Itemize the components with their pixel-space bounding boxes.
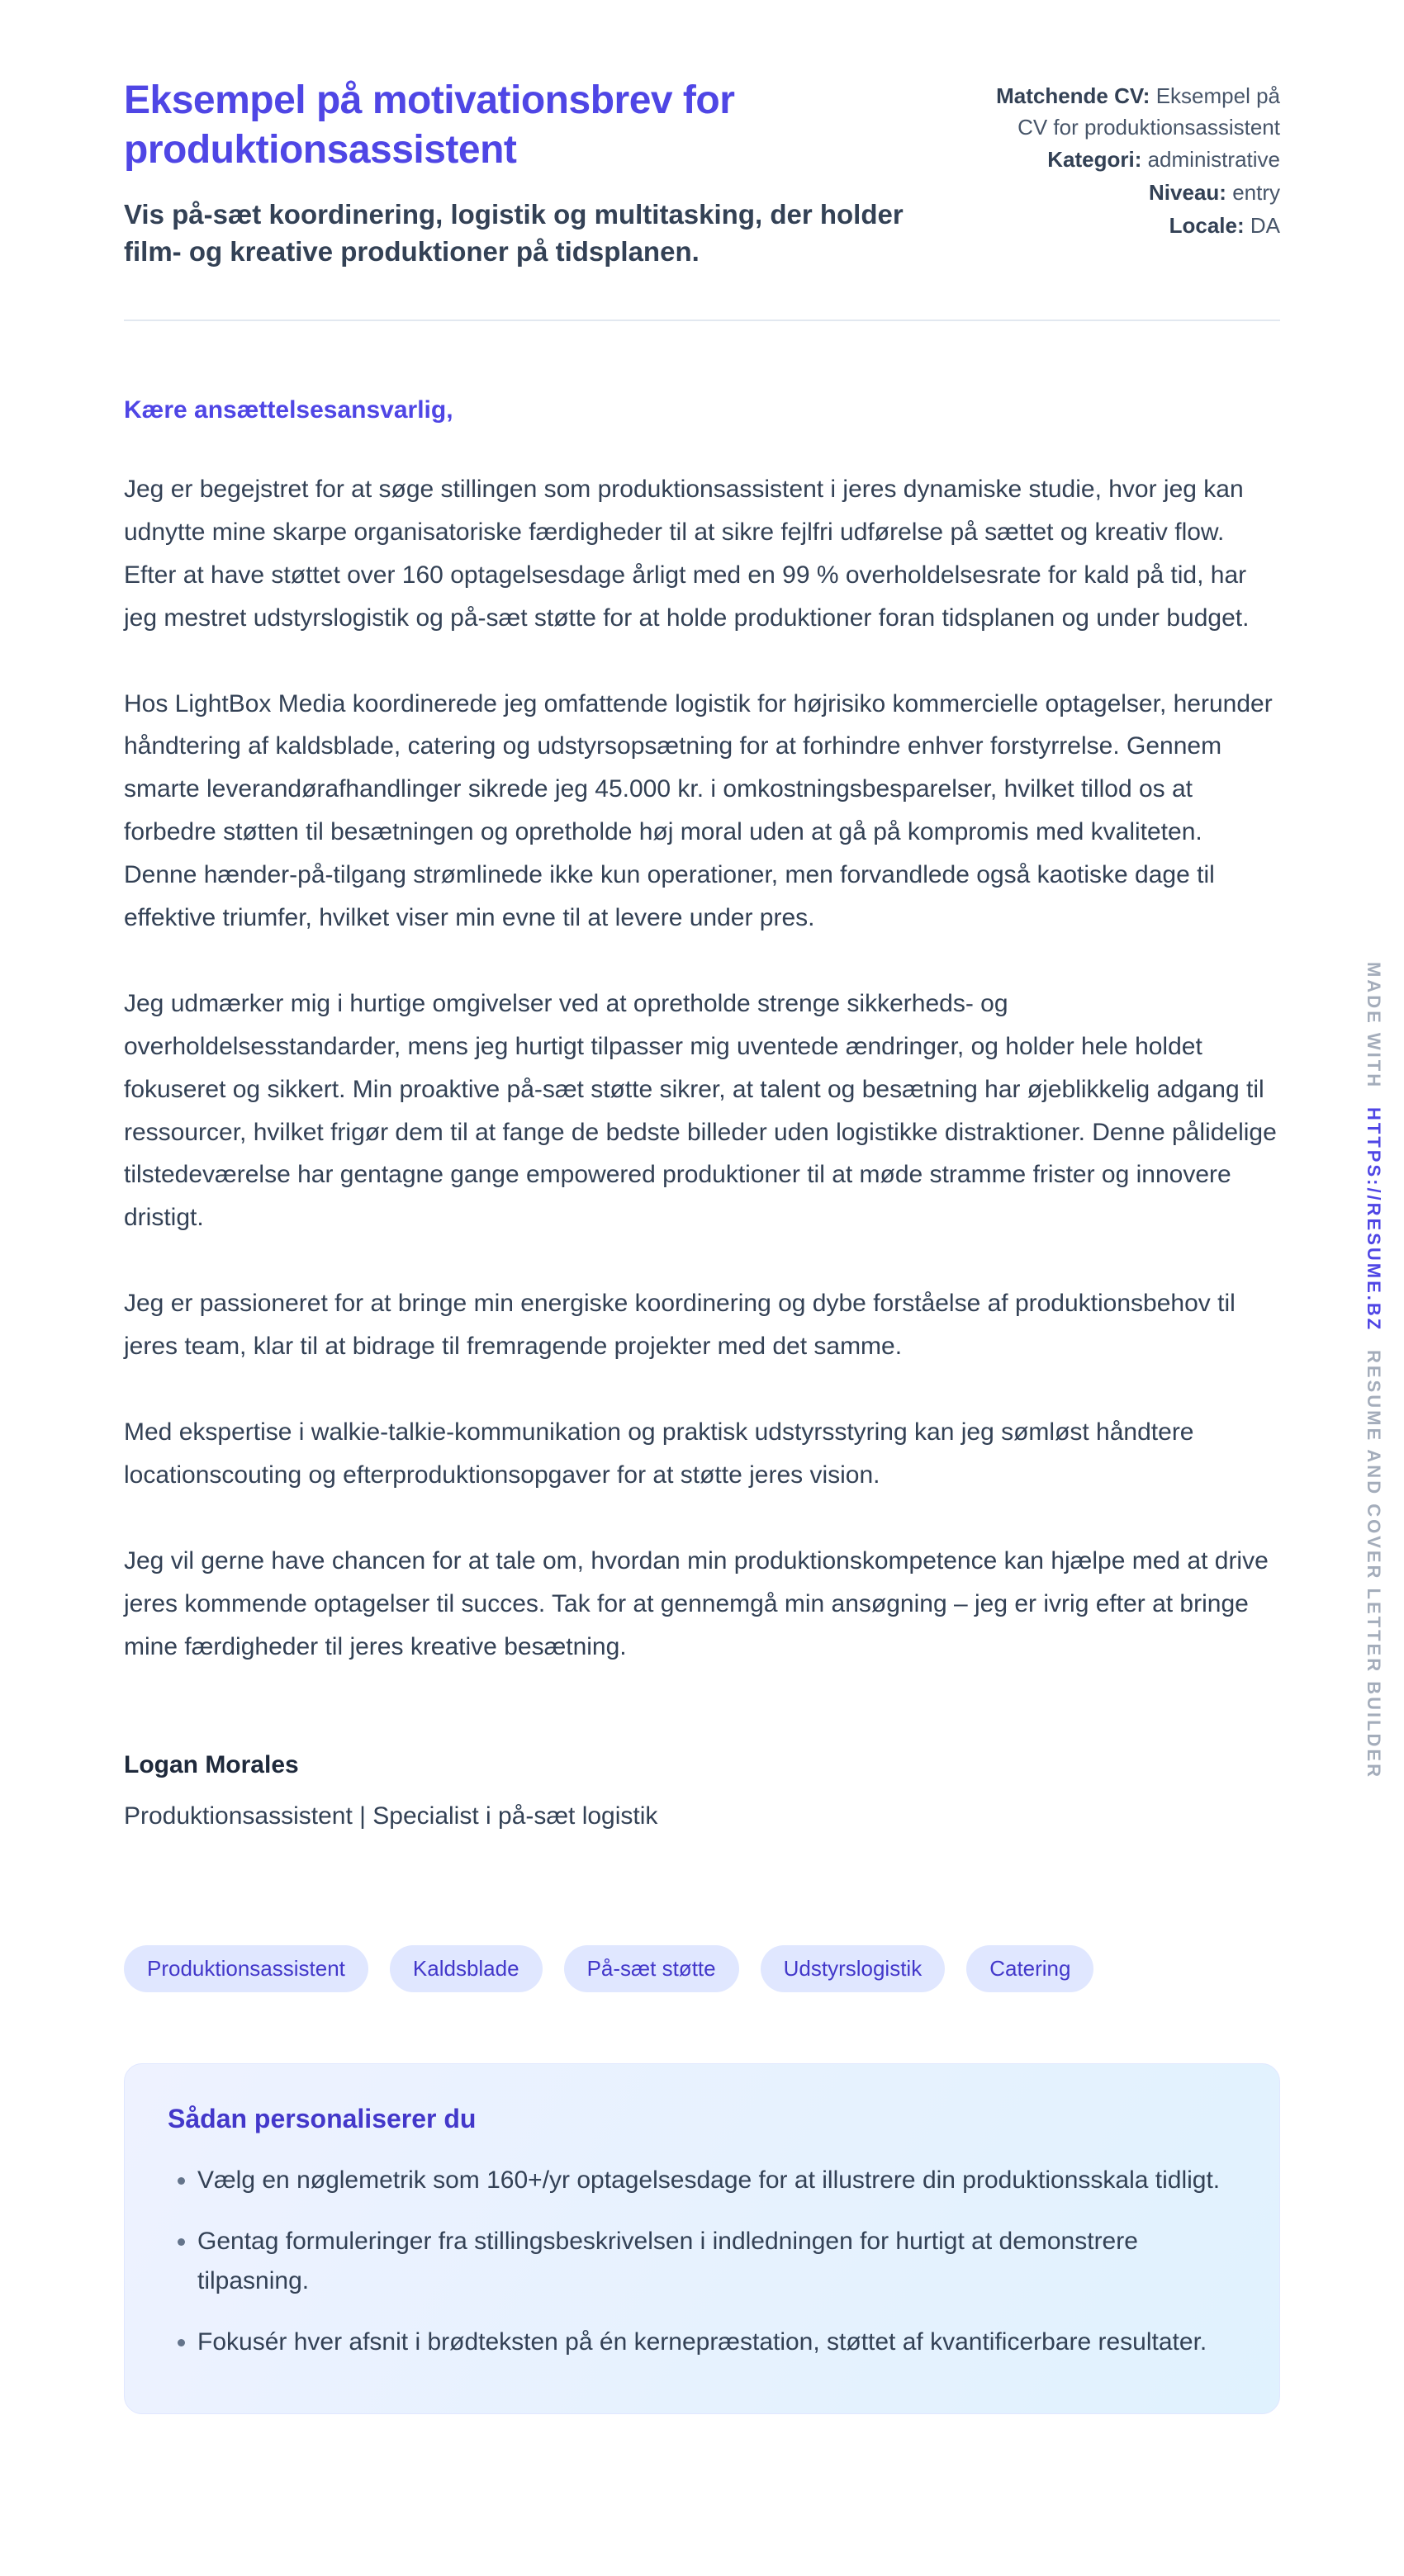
cover-letter-body — [124, 389, 1280, 1838]
page-content — [124, 0, 1280, 2485]
tag-list — [124, 1945, 1280, 1992]
watermark-builder-text: RESUME AND COVER LETTER BUILDER — [1364, 1350, 1384, 1780]
watermark-made-with-text: MADE WITH — [1364, 962, 1384, 1090]
meta-panel — [991, 76, 1280, 243]
letter-paragraph-3: Jeg udmærker mig i hurtige omgivelser ved at opretholde strenge sikkerheds- og overholdelsesstandarder, mens jeg hurtigt tilpasser mig uventede ændringer, og holder hele holdet fokuseret og sikkert. Min proaktive på-sæt støtte sikrer, at talent og besætning har øjeblikkelig adgang til ressourcer, hvilket frigør dem til at fange de bedste billeder uden logistikke distraktioner. Denne pålidelige tilstedeværelse har gentagne gange empowered produktioner til at møde stramme frister og innovere dristigt. — [124, 989, 1277, 1232]
tips-title: Sådan personaliserer du — [168, 2104, 477, 2134]
meta-level-value: entry — [1232, 180, 1280, 206]
signature-name: Logan Morales — [124, 1751, 299, 1779]
meta-matching-cv-value: Eksempel på CV for produktionsassistent — [1017, 83, 1280, 140]
meta-level-label: Niveau: — [1149, 180, 1226, 206]
tip-item-3: • Fokusér hver afsnit i brødteksten på én kernepræstation, støttet af kvantificerbare resultater. — [197, 2323, 1236, 2362]
page-header — [124, 76, 1280, 270]
page-title: Eksempel på motivationsbrev for produktionsassistent — [124, 78, 735, 172]
tag-produktionsassistent[interactable]: Produktionsassistent — [124, 1945, 368, 1992]
tip-item-2: • Gentag formuleringer fra stillingsbeskrivelsen i indledningen for hurtigt at demonstrere tilpasning. — [197, 2222, 1236, 2301]
meta-category-label: Kategori: — [1047, 147, 1142, 173]
meta-locale-label: Locale: — [1169, 212, 1245, 238]
letter-paragraph-1: Jeg er begejstret for at søge stillingen som produktionsassistent i jeres dynamiske studie, hvor jeg kan udnytte mine skarpe organisatoriske færdigheder til at sikre fejlfri udførelse på sættet og kreativ flow. Efter at have støttet over 160 optagelsesdage årligt med en 99 % overholdelsesrate for kald på tid, har jeg mestret udstyrslogistik og på-sæt støtte for at holde produktioner foran tidsplanen og under budget. — [124, 475, 1250, 632]
tag-kaldsblade[interactable]: Kaldsblade — [390, 1945, 543, 1992]
letter-paragraph-6: Jeg vil gerne have chancen for at tale om, hvordan min produktionskompetence kan hjælpe med at drive jeres kommende optagelser til succes. Tak for at gennemgå min ansøgning – jeg er ivrig efter at bringe mine færdigheder til jeres kreative besætning. — [124, 1546, 1269, 1660]
personalization-tips-card — [124, 2063, 1280, 2414]
header-divider — [124, 320, 1280, 321]
meta-matching-cv-label: Matchende CV: — [996, 83, 1150, 108]
meta-category-row — [991, 144, 1280, 176]
page-subtitle: Vis på-sæt koordinering, logistik og multitasking, der holder film- og kreative produktioner på tidsplanen. — [124, 199, 904, 267]
letter-paragraph-4: Jeg er passioneret for at bringe min energiske koordinering og dybe forståelse af produktionsbehov til jeres team, klar til at bidrage til fremragende projekter med det samme. — [124, 1290, 1236, 1361]
header-title-block — [124, 76, 917, 270]
letter-greeting: Kære ansættelsesansvarlig, — [124, 396, 453, 424]
letter-paragraph-5: Med ekspertise i walkie-talkie-kommunikation og praktisk udstyrsstyring kan jeg sømløst håndtere locationscouting og efterproduktionsopgaver for at støtte jeres vision. — [124, 1418, 1194, 1489]
watermark-resume-bz-link[interactable]: HTTPS://RESUME.BZ — [1364, 1107, 1384, 1333]
tips-list — [168, 2161, 1236, 2362]
tag-catering[interactable]: Catering — [966, 1945, 1093, 1992]
meta-locale-row — [991, 211, 1280, 242]
meta-locale-value: DA — [1250, 212, 1280, 238]
meta-matching-cv-row — [991, 81, 1280, 143]
meta-level-row — [991, 178, 1280, 209]
watermark — [1363, 962, 1384, 1779]
meta-category-value: administrative — [1147, 147, 1280, 173]
letter-paragraph-2: Hos LightBox Media koordinerede jeg omfattende logistik for højrisiko kommercielle optagelser, herunder håndtering af kaldsblade, catering og udstyrsopsætning for at forhindre enhver forstyrrelse. Gennem smarte leverandørafhandlinger sikrede jeg 45.000 kr. i omkostningsbesparelser, hvilket tillod os at forbedre støtten til besætningen og opretholde høj moral uden at gå på kompromis med kvaliteten. Denne hænder-på-tilgang strømlinede ikke kun operationer, men forvandlede også kaotiske dage til effektive triumfer, hvilket viser min evne til at levere under pres. — [124, 689, 1273, 931]
tag-paa-saet-stoette[interactable]: På-sæt støtte — [564, 1945, 739, 1992]
signature-title: Produktionsassistent | Specialist i på-sæt logistik — [124, 1802, 658, 1830]
tag-udstyrslogistik[interactable]: Udstyrslogistik — [761, 1945, 946, 1992]
tip-item-1: • Vælg en nøglemetrik som 160+/yr optagelsesdage for at illustrere din produktionsskala tidligt. — [197, 2161, 1236, 2200]
